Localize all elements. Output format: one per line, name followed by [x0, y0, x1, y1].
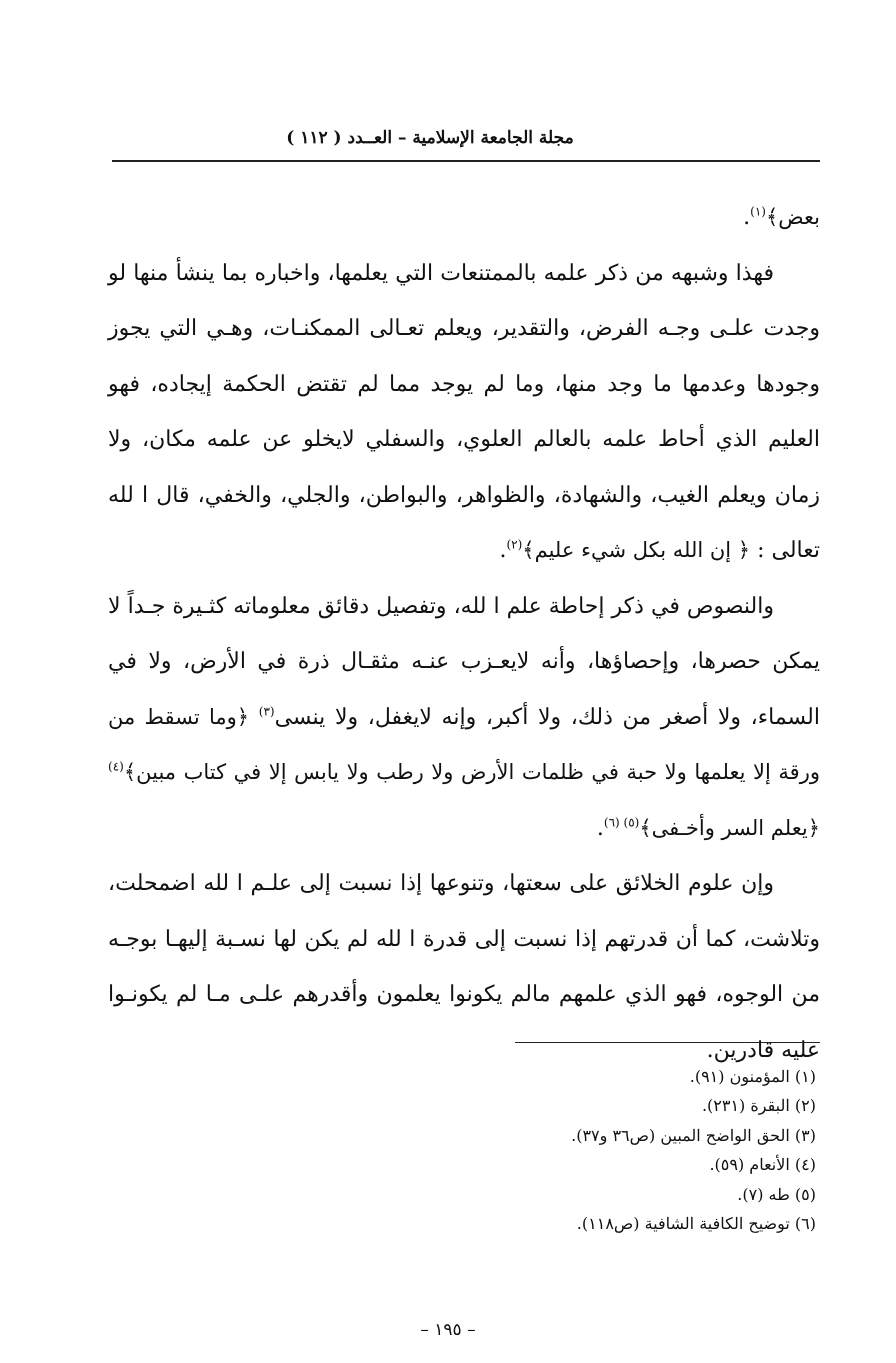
paragraph-end: . — [743, 205, 751, 230]
paragraph-end: . — [499, 538, 507, 563]
quran-verse: ﴿يعلم السر وأخـفى﴾ — [639, 815, 820, 840]
paragraph-0 — [108, 190, 820, 246]
page-number: – ١٩٥ – — [420, 1320, 476, 1340]
footnote-item: (٦) توضيح الكافية الشافية (ص١١٨). — [576, 1214, 816, 1234]
paragraph-text: فهذا وشبهه من ذكر علمه بالممتنعات التي يعلمها، واخباره بما ينشأ منها لو وجدت علـى وجـه الفرض، والتقدير، ويعلم تعـالى الممكنـات، وهـي التي يجوز وجودها وعدمها ما وجد منها، وما لم يوجد مما لم تقتض الحكمة إيجاده، فهو العليم الذي أحاط علمه بالعالم العلوي، والسفلي لايخلو عن علمه مكان، ولا زمان ويعلم الغيب، والشهادة، والظواهر، والبواطن، والجلي، والخفي، قال ا لله تعالى : — [108, 260, 821, 563]
paragraph-1 — [108, 246, 820, 579]
paragraph-end: . — [596, 815, 604, 841]
paragraph-text: والنصوص في ذكر إحاطة علم ا لله، وتفصيل دقائق معلوماته كثـيرة جـداً لا يمكن حصرها، وإحصاؤها، وأنه لايعـزب عنـه مثقـال ذرة في الأرض، ولا في السماء، ولا أصغر من ذلك، ولا أكبر، وإنه لايغفل، ولا ينسى — [108, 593, 820, 730]
paragraph-3 — [108, 856, 820, 1078]
body-text — [108, 190, 820, 1078]
footnote-ref[interactable]: (٢) — [506, 537, 523, 552]
footnote-rule — [515, 1042, 820, 1043]
paragraph-text: وإن علوم الخلائق على سعتها، وتنوعها إذا نسبت إلى علـم ا لله اضمحلت، وتلاشت، كما أن قدرتهم إذا نسبت إلى قدرة ا لله لم يكن لها نسـبة إليهـا بوجـه من الوجوه، فهو الذي علمهم مالم يكونوا يعلمون وأقدرهم علـى مـا لم يكونـوا عليه قادرين. — [108, 871, 820, 1063]
footnote-ref[interactable]: (٤) — [108, 759, 124, 774]
footnote-ref[interactable]: (٣) — [258, 704, 275, 719]
footnote-item: (٢) البقرة (٢٣١). — [701, 1096, 816, 1116]
footnotes-list — [420, 1062, 816, 1238]
footnote-item: (٣) الحق الواضح المبين (ص٣٦ و٣٧). — [571, 1125, 816, 1145]
quran-verse: ﴿ إن الله بكل شيء عليم﴾ — [522, 538, 751, 562]
footnote-item: (٤) الأنعام (٥٩). — [709, 1155, 816, 1175]
footnote-item: (٥) طه (٧). — [737, 1184, 816, 1204]
paragraph-2 — [108, 579, 820, 857]
footnote-ref[interactable]: (١) — [750, 204, 766, 219]
footnote-ref[interactable]: (٥) (٦) — [603, 815, 640, 830]
quran-verse: ﴿وما تسقط من ورقة إلا يعلمها ولا حبة في ظلمات الأرض ولا رطب ولا يابس إلا في كتاب مبين﴾ — [108, 704, 820, 784]
quran-verse: بعض﴾ — [765, 205, 820, 229]
header-rule — [112, 160, 820, 162]
footnote-item: (١) المؤمنون (٩١). — [689, 1067, 816, 1086]
running-header: مجلة الجامعة الإسلامية – العــدد ( ١١٢ ) — [286, 128, 574, 148]
